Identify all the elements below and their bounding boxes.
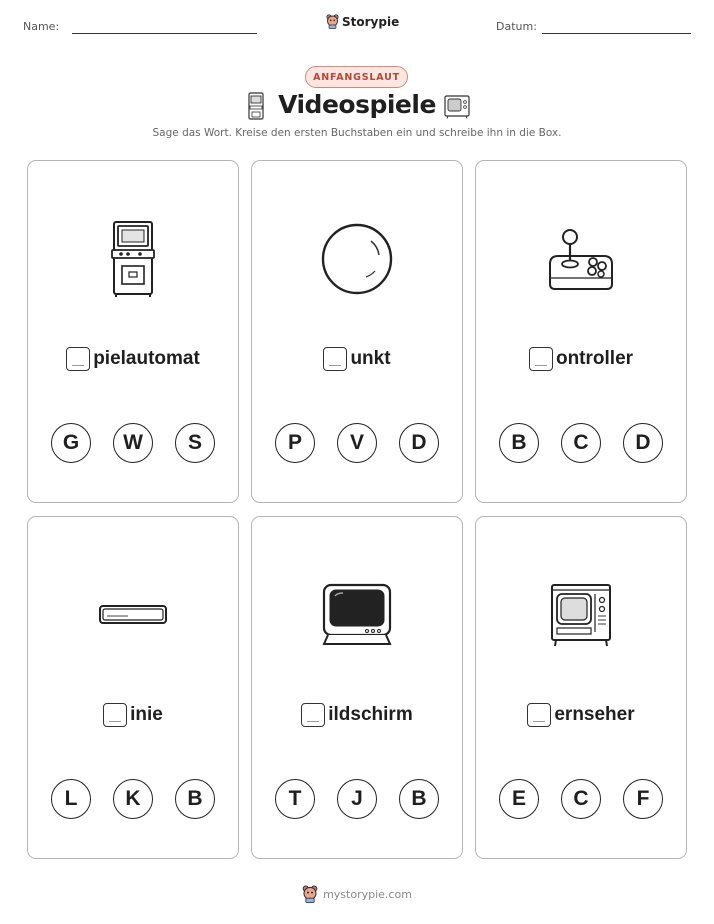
letter-choice[interactable]: F: [623, 779, 663, 819]
word-row: [28, 703, 238, 727]
letter-choices: [28, 779, 238, 819]
letter-choices: [252, 779, 462, 819]
letter-choice[interactable]: S: [175, 423, 215, 463]
letter-choice[interactable]: B: [499, 423, 539, 463]
monitor-icon: [321, 582, 393, 648]
word-row: [252, 703, 462, 727]
exercise-card: [27, 160, 239, 503]
answer-box[interactable]: [323, 347, 347, 371]
exercise-card: [251, 160, 463, 503]
storypie-mascot-icon: [326, 14, 339, 29]
answer-box[interactable]: [301, 703, 325, 727]
retro-tv-icon: [444, 95, 470, 119]
letter-choice[interactable]: L: [51, 779, 91, 819]
word-remainder: ildschirm: [328, 704, 413, 725]
exercise-card: [27, 516, 239, 859]
letter-choice[interactable]: V: [337, 423, 377, 463]
letter-choices: [476, 423, 686, 463]
letter-choices: [476, 779, 686, 819]
instructions: Sage das Wort. Kreise den ersten Buchstaben ein und schreibe ihn in die Box.: [152, 127, 562, 139]
letter-choice[interactable]: D: [623, 423, 663, 463]
date-label: Datum:: [496, 20, 537, 33]
retro-tv-icon: [548, 582, 614, 648]
word-row: [252, 347, 462, 371]
letter-choice[interactable]: C: [561, 423, 601, 463]
letter-choice[interactable]: K: [113, 779, 153, 819]
brand-logo: [326, 14, 399, 29]
letter-choice[interactable]: D: [399, 423, 439, 463]
answer-box[interactable]: [527, 703, 551, 727]
word-remainder: unkt: [350, 348, 391, 369]
arcade-machine-icon: [108, 220, 158, 298]
date-input-line[interactable]: [542, 33, 691, 34]
word-row: [476, 347, 686, 371]
exercise-card: [251, 516, 463, 859]
letter-choice[interactable]: B: [175, 779, 215, 819]
topic-badge: ANFANGSLAUT: [305, 66, 408, 88]
footer-url[interactable]: mystorypie.com: [323, 887, 412, 901]
word-remainder: inie: [130, 704, 163, 725]
storypie-mascot-icon: [302, 885, 318, 903]
letter-choice[interactable]: E: [499, 779, 539, 819]
word-row: [476, 703, 686, 727]
letter-choice[interactable]: T: [275, 779, 315, 819]
brand-name: Storypie: [342, 14, 400, 29]
word-remainder: ontroller: [555, 348, 634, 369]
letter-choice[interactable]: C: [561, 779, 601, 819]
ball-icon: [319, 221, 395, 297]
name-input-line[interactable]: [72, 33, 257, 34]
exercise-card: [475, 160, 687, 503]
answer-box[interactable]: [529, 347, 553, 371]
word-remainder: ernseher: [554, 704, 635, 725]
page-title: Videospiele: [278, 90, 436, 119]
word-remainder: pielautomat: [93, 348, 200, 369]
letter-choice[interactable]: B: [399, 779, 439, 819]
letter-choice[interactable]: J: [337, 779, 377, 819]
answer-box[interactable]: [103, 703, 127, 727]
letter-choice[interactable]: W: [113, 423, 153, 463]
letter-choices: [28, 423, 238, 463]
letter-choice[interactable]: G: [51, 423, 91, 463]
letter-choice[interactable]: P: [275, 423, 315, 463]
letter-choices: [252, 423, 462, 463]
footer: [0, 885, 714, 903]
answer-box[interactable]: [66, 347, 90, 371]
name-label: Name:: [23, 20, 60, 33]
exercise-card: [475, 516, 687, 859]
joystick-controller-icon: [546, 226, 616, 292]
word-row: [28, 347, 238, 371]
line-bar-icon: [98, 603, 168, 627]
